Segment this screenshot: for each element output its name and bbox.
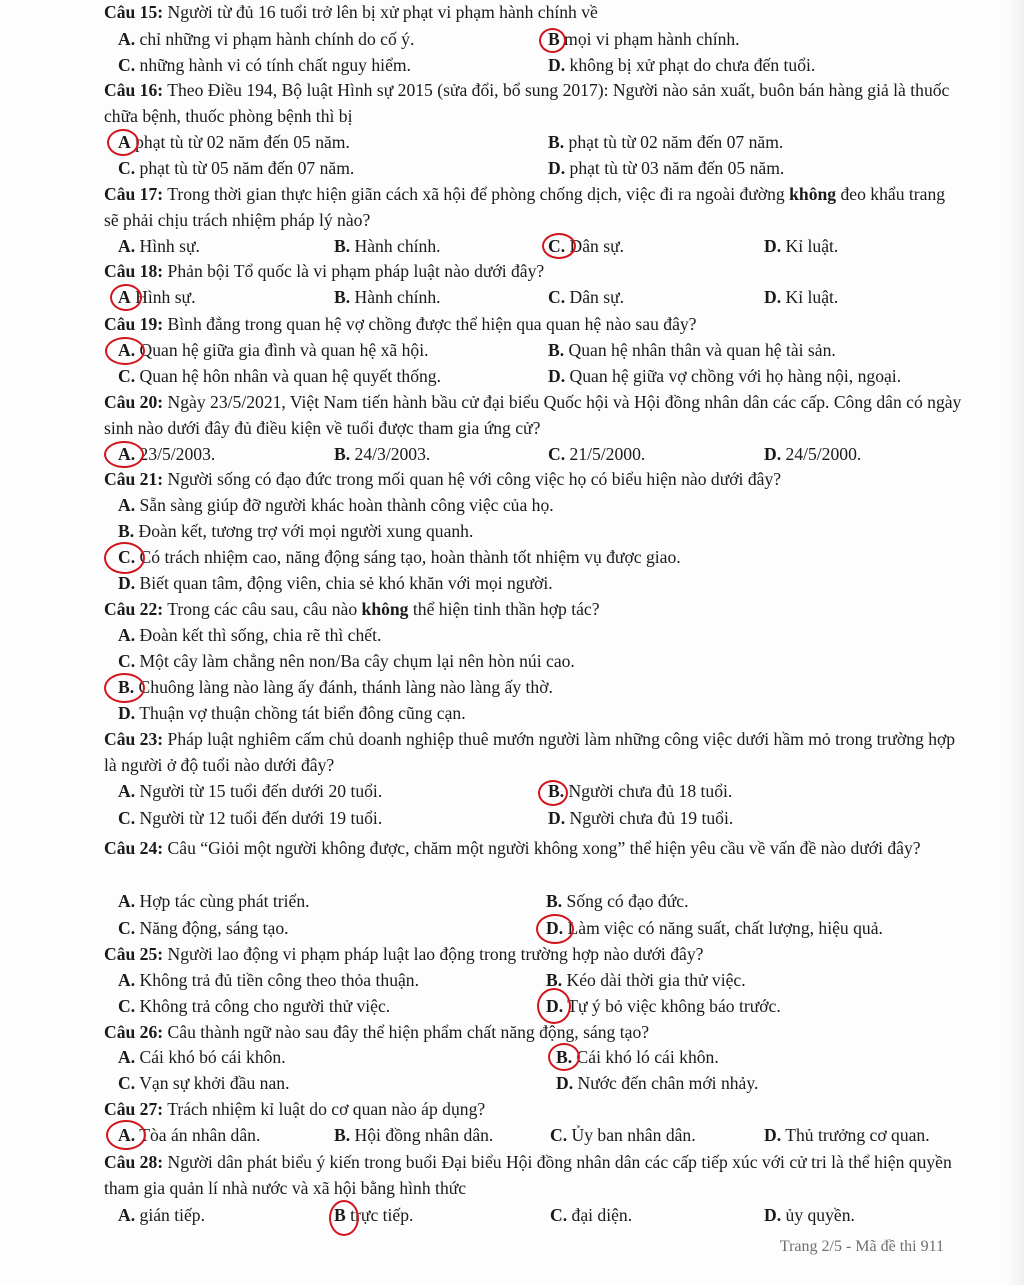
option-c: C. Dân sự. (548, 287, 625, 307)
question-27: Câu 27: Trách nhiệm kỉ luật do cơ quan nào áp dụng? (104, 1099, 486, 1119)
option-d: D. Kỉ luật. (764, 287, 839, 307)
option-d: D. Biết quan tâm, động viên, chia sẻ khó khăn với mọi người. (118, 573, 553, 593)
option-a: A. Quan hệ giữa gia đình và quan hệ xã hội. (118, 340, 429, 360)
option-d: D. phạt tù từ 03 năm đến 05 năm. (548, 158, 785, 178)
option-c: C. Có trách nhiệm cao, năng động sáng tạo, hoàn thành tốt nhiệm vụ được giao. (118, 547, 681, 567)
option-d: D. 24/5/2000. (764, 444, 862, 464)
option-c: C. Quan hệ hôn nhân và quan hệ quyết thống. (118, 366, 441, 386)
answer-circle-mark (105, 337, 145, 365)
option-d: D. Nước đến chân mới nhảy. (556, 1073, 759, 1093)
option-a: A. gián tiếp. (118, 1205, 205, 1225)
question-24: Câu 24: Câu “Giỏi một người không được, chăm một người không xong” thể hiện yêu cầu về vấn đề nào dưới đây? (104, 838, 921, 858)
option-a: A. 23/5/2003. (118, 444, 216, 464)
option-c: C. đại diện. (550, 1205, 633, 1225)
option-c: C. Một cây làm chẳng nên non/Ba cây chụm lại nên hòn núi cao. (118, 651, 575, 671)
answer-circle-mark (548, 1043, 580, 1071)
option-a: A. Không trả đủ tiền công theo thỏa thuận. (118, 970, 419, 990)
option-c: C. những hành vi có tính chất nguy hiểm. (118, 55, 411, 75)
option-b: B mọi vi phạm hành chính. (548, 29, 740, 49)
option-a: A. chỉ những vi phạm hành chính do cố ý. (118, 29, 415, 49)
option-b: B. Hành chính. (334, 287, 441, 307)
option-b: B. Cái khó ló cái khôn. (556, 1047, 719, 1067)
question-26: Câu 26: Câu thành ngữ nào sau đây thể hiện phẩm chất năng động, sáng tạo? (104, 1022, 650, 1042)
page-footer: Trang 2/5 - Mã đề thi 911 (779, 1238, 944, 1255)
option-a: A. Sẵn sàng giúp đỡ người khác hoàn thành công việc của họ. (118, 495, 554, 515)
option-a: A Hình sự. (118, 287, 196, 307)
option-a: A. Tòa án nhân dân. (118, 1125, 261, 1145)
option-d: D. Quan hệ giữa vợ chồng với họ hàng nội, ngoại. (548, 366, 902, 386)
option-c: C. Không trả công cho người thử việc. (118, 996, 391, 1016)
option-c: C. Ủy ban nhân dân. (550, 1125, 696, 1145)
option-a: A phạt tù từ 02 năm đến 05 năm. (118, 132, 350, 152)
option-d: D. Người chưa đủ 19 tuổi. (548, 808, 734, 828)
option-d: D. ủy quyền. (764, 1205, 855, 1225)
option-b: B. 24/3/2003. (334, 444, 431, 464)
option-c: C. Người từ 12 tuổi đến dưới 19 tuổi. (118, 808, 383, 828)
answer-circle-mark (536, 914, 574, 944)
option-d: D. không bị xử phạt do chưa đến tuổi. (548, 55, 816, 75)
question-number: Câu 15: (104, 2, 164, 22)
option-c: C. Vạn sự khởi đầu nan. (118, 1073, 290, 1093)
answer-circle-mark (537, 988, 571, 1024)
answer-circle-mark (539, 28, 566, 53)
question-22: Câu 22: Trong các câu sau, câu nào không thể hiện tinh thần hợp tác? (104, 599, 600, 619)
question-15 (104, 0, 964, 26)
answer-circle-mark (107, 129, 139, 156)
option-a: A. Đoàn kết thì sống, chia rẽ thì chết. (118, 625, 382, 645)
option-b: B. Hành chính. (334, 236, 441, 256)
option-b: B trực tiếp. (334, 1205, 414, 1225)
option-d: D. Thuận vợ thuận chồng tát biển đông cũng cạn. (118, 703, 466, 723)
option-c: C. phạt tù từ 05 năm đến 07 năm. (118, 158, 355, 178)
option-a: A. Hình sự. (118, 236, 200, 256)
option-b: B. phạt tù từ 02 năm đến 07 năm. (548, 132, 784, 152)
option-d: D. Làm việc có năng suất, chất lượng, hiệu quả. (546, 918, 883, 938)
option-b: B. Sống có đạo đức. (546, 891, 689, 911)
question-18: Câu 18: Phản bội Tổ quốc là vi phạm pháp luật nào dưới đây? (104, 261, 545, 281)
option-d: D. Tự ý bỏ việc không báo trước. (546, 996, 781, 1016)
page-edge-shadow (1006, 0, 1024, 1285)
option-a: A. Người từ 15 tuổi đến dưới 20 tuổi. (118, 781, 383, 801)
question-21: Câu 21: Người sống có đạo đức trong mối quan hệ với công việc họ có biểu hiện nào dưới đây? (104, 469, 782, 489)
option-a: A. Hợp tác cùng phát triển. (118, 891, 310, 911)
option-b: B. Hội đồng nhân dân. (334, 1125, 494, 1145)
answer-circle-mark (110, 284, 142, 311)
answer-circle-mark (329, 1200, 359, 1236)
question-16: Câu 16: Theo Điều 194, Bộ luật Hình sự 2015 (sửa đổi, bổ sung 2017): Người nào sản xuất, buôn bán hàng giả là thuốc chữa bệnh, thuốc phòng bệnh thì bị (104, 80, 950, 126)
answer-circle-mark (104, 673, 145, 703)
question-25: Câu 25: Người lao động vi phạm pháp luật lao động trong trường hợp nào dưới đây? (104, 944, 704, 964)
option-b: B. Kéo dài thời gia thử việc. (546, 970, 746, 990)
option-c: C. Dân sự. (548, 236, 625, 256)
option-a: A. Cái khó bó cái khôn. (118, 1047, 286, 1067)
answer-circle-mark (542, 233, 576, 259)
answer-circle-mark (104, 542, 145, 574)
option-c: C. Năng động, sáng tạo. (118, 918, 289, 938)
question-23: Câu 23: Pháp luật nghiêm cấm chủ doanh nghiệp thuê mướn người làm những công việc dưới hầm mỏ trong trường hợp là người ở độ tuổi nào dưới đây? (104, 729, 956, 775)
option-b: B. Đoàn kết, tương trợ với mọi người xung quanh. (118, 521, 474, 541)
option-b: B. Người chưa đủ 18 tuổi. (548, 781, 733, 801)
answer-circle-mark (538, 780, 568, 806)
question-17: Câu 17: Trong thời gian thực hiện giãn cách xã hội để phòng chống dịch, việc đi ra ngoài đường không đeo khẩu trang sẽ phải chịu trách nhiệm pháp lý nào? (104, 184, 946, 230)
answer-circle-mark (106, 1120, 146, 1150)
option-d: D. Kỉ luật. (764, 236, 839, 256)
question-28: Câu 28: Người dân phát biểu ý kiến trong buổi Đại biểu Hội đồng nhân dân các cấp tiếp xúc với cử tri là thể hiện quyền tham gia quản lí nhà nước và xã hội bằng hình thức (104, 1152, 952, 1198)
answer-circle-mark (104, 441, 144, 468)
option-d: D. Thủ trưởng cơ quan. (764, 1125, 930, 1145)
option-c: C. 21/5/2000. (548, 444, 646, 464)
question-19: Câu 19: Bình đẳng trong quan hệ vợ chồng được thể hiện qua quan hệ nào sau đây? (104, 314, 697, 334)
question-text: Người từ đủ 16 tuổi trở lên bị xử phạt vi phạm hành chính về (167, 2, 598, 22)
question-20: Câu 20: Ngày 23/5/2021, Việt Nam tiến hành bầu cử đại biểu Quốc hội và Hội đồng nhân dân các cấp. Công dân có ngày sinh nào dưới đây đủ điều kiện về tuổi được tham gia ứng cử? (104, 392, 962, 438)
option-b: B. Chuông làng nào làng ấy đánh, thánh làng nào làng ấy thờ. (118, 677, 553, 697)
option-b: B. Quan hệ nhân thân và quan hệ tài sản. (548, 340, 836, 360)
